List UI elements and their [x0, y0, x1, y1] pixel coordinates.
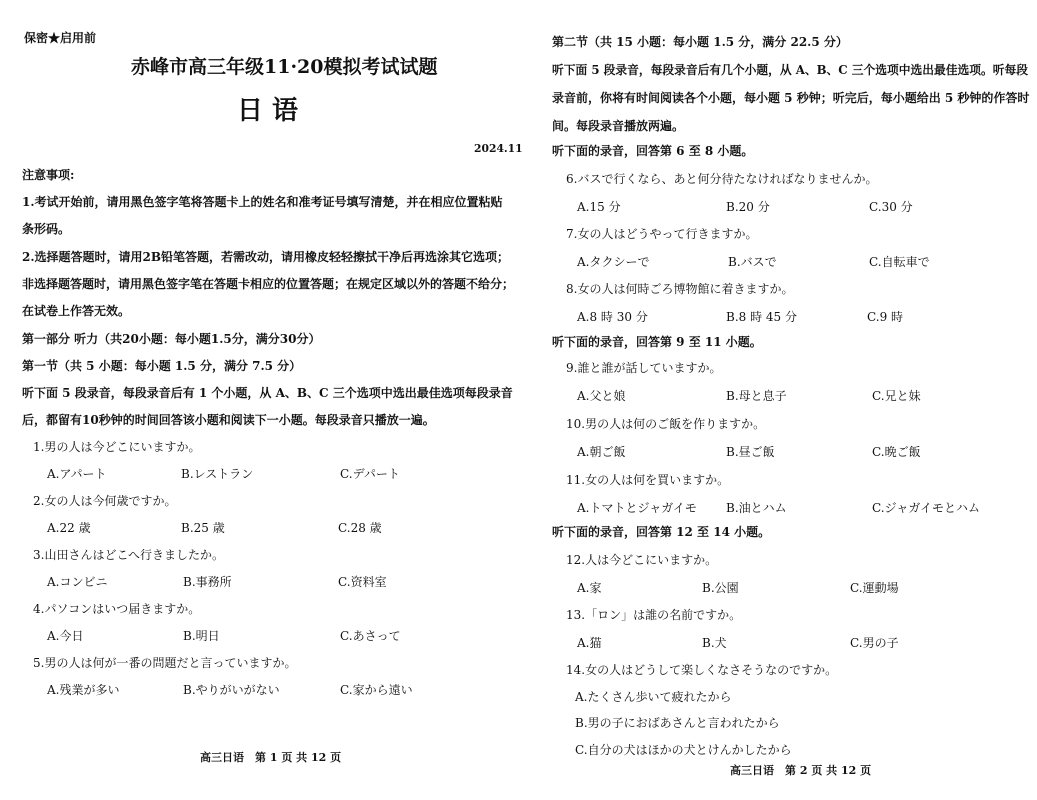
page-footer: 高三日语 第 2 页 共 12 页	[730, 764, 872, 777]
part-heading: 第一部分 听力（共20小题：每小题1.5分，满分30分）	[22, 332, 321, 346]
option-c: C.家から遠い	[340, 683, 413, 697]
group-heading: 听下面的录音，回答第 9 至 11 小题。	[552, 335, 762, 349]
section-instruction: 听下面 5 段录音，每段录音后有 1 个小题，从 A、B、C 三个选项中选出最佳选项每段录音	[22, 386, 513, 400]
option-b: B.20 分	[726, 200, 770, 214]
option-c: C.男の子	[850, 636, 899, 650]
option-b: B.やりがいがない	[183, 683, 280, 697]
option-b: B.レストラン	[181, 467, 254, 481]
question-text: 10.男の人は何のご飯を作りますか。	[566, 417, 766, 431]
option-c: C.28 歳	[338, 521, 382, 535]
note-line: 非选择题答题时，请用黑色签字笔在答题卡相应的位置答题；在规定区域以外的答题不给分；	[22, 277, 515, 291]
option-c: C.自転車で	[869, 255, 930, 269]
question-text: 9.誰と誰が話していますか。	[566, 361, 722, 375]
option-a: A.残業が多い	[47, 683, 120, 697]
option-b: B.公園	[702, 581, 739, 595]
subject-title: 日 语	[237, 96, 299, 126]
question-text: 3.山田さんはどこへ行きましたか。	[33, 548, 224, 562]
section-instruction: 录音前，你将有时间阅读各个小题，每小题 5 秒钟；听完后，每小题给出 5 秒钟的作答时	[552, 91, 1030, 105]
question-text: 12.人は今どこにいますか。	[566, 553, 718, 567]
note-line: 条形码。	[22, 222, 71, 236]
notes-heading: 注意事项:	[22, 168, 75, 182]
option-a: A.父と娘	[577, 389, 626, 403]
option-b: B.明日	[183, 629, 220, 643]
option-c: C.9 時	[867, 310, 904, 324]
confidential-label: 保密★启用前	[24, 31, 97, 45]
question-text: 2.女の人は今何歳ですか。	[33, 494, 177, 508]
exam-page-2	[548, 0, 1037, 800]
option-a: A.猫	[577, 636, 602, 650]
option-b: B.犬	[702, 636, 727, 650]
section-instruction: 间。每段录音播放两遍。	[552, 119, 685, 133]
option-a: A.タクシーで	[577, 255, 650, 269]
option-b: B.25 歳	[181, 521, 225, 535]
note-line: 2.选择题答题时，请用2B铅笔答题，若需改动，请用橡皮轻轻擦拭干净后再选涂其它选项；	[22, 250, 510, 264]
option-a: A.家	[577, 581, 602, 595]
question-text: 6.バスで行くなら、あと何分待たなければなりませんか。	[566, 172, 878, 186]
option-a: A.今日	[47, 629, 84, 643]
option-c: C.资料室	[338, 575, 387, 589]
option-a: A.トマトとジャガイモ	[577, 501, 697, 515]
option-c: C.晩ご飯	[872, 445, 921, 459]
question-text: 13.「ロン」は誰の名前ですか。	[566, 608, 742, 622]
page-footer: 高三日语 第 1 页 共 12 页	[200, 751, 342, 764]
option-c: C.30 分	[869, 200, 913, 214]
question-text: 8.女の人は何時ごろ博物館に着きますか。	[566, 282, 794, 296]
section-heading: 第一节（共 5 小题：每小题 1.5 分，满分 7.5 分）	[22, 359, 302, 373]
question-text: 14.女の人はどうして楽しくなさそうなのですか。	[566, 663, 838, 677]
section-instruction: 听下面 5 段录音，每段录音后有几个小题，从 A、B、C 三个选项中选出最佳选项。听每段	[552, 63, 1028, 77]
group-heading: 听下面的录音，回答第 6 至 8 小题。	[552, 144, 754, 158]
option-a: A.8 時 30 分	[577, 310, 648, 324]
option-c: C.デパート	[340, 467, 400, 481]
option-b: B.事務所	[183, 575, 232, 589]
option-b: B.男の子におばあさんと言われたから	[575, 716, 780, 730]
option-c: C.あさって	[340, 629, 401, 643]
option-a: A.22 歳	[47, 521, 91, 535]
question-text: 5.男の人は何が一番の問題だと言っていますか。	[33, 656, 297, 670]
question-text: 11.女の人は何を買いますか。	[566, 473, 730, 487]
option-a: A.アパート	[47, 467, 107, 481]
option-a: A.たくさん歩いて疲れたから	[575, 690, 732, 704]
question-text: 4.パソコンはいつ届きますか。	[33, 602, 201, 616]
question-text: 1.男の人は今どこにいますか。	[33, 440, 201, 454]
exam-title: 赤峰市高三年级11·20模拟考试试题	[131, 56, 438, 78]
option-c: C.運動場	[850, 581, 899, 595]
option-a: A.コンビニ	[47, 575, 108, 589]
option-b: B.母と息子	[726, 389, 787, 403]
option-c: C.自分の犬はほかの犬とけんかしたから	[575, 743, 792, 757]
option-a: A.15 分	[577, 200, 621, 214]
option-b: B.バスで	[728, 255, 777, 269]
exam-date: 2024.11	[474, 142, 523, 155]
option-b: B.8 時 45 分	[726, 310, 797, 324]
option-c: C.ジャガイモとハム	[872, 501, 980, 515]
note-line: 1.考试开始前，请用黑色签字笔将答题卡上的姓名和准考证号填写清楚，并在相应位置粘贴	[22, 195, 503, 209]
section-instruction: 后，都留有10秒钟的时间回答该小题和阅读下一小题。每段录音只播放一遍。	[22, 413, 435, 427]
option-a: A.朝ご飯	[577, 445, 626, 459]
group-heading: 听下面的录音，回答第 12 至 14 小题。	[552, 525, 771, 539]
section-heading: 第二节（共 15 小题：每小题 1.5 分，满分 22.5 分）	[552, 35, 848, 49]
option-b: B.昼ご飯	[726, 445, 775, 459]
option-c: C.兄と妹	[872, 389, 921, 403]
note-line: 在试卷上作答无效。	[22, 304, 131, 318]
option-b: B.油とハム	[726, 501, 787, 515]
question-text: 7.女の人はどうやって行きますか。	[566, 227, 758, 241]
